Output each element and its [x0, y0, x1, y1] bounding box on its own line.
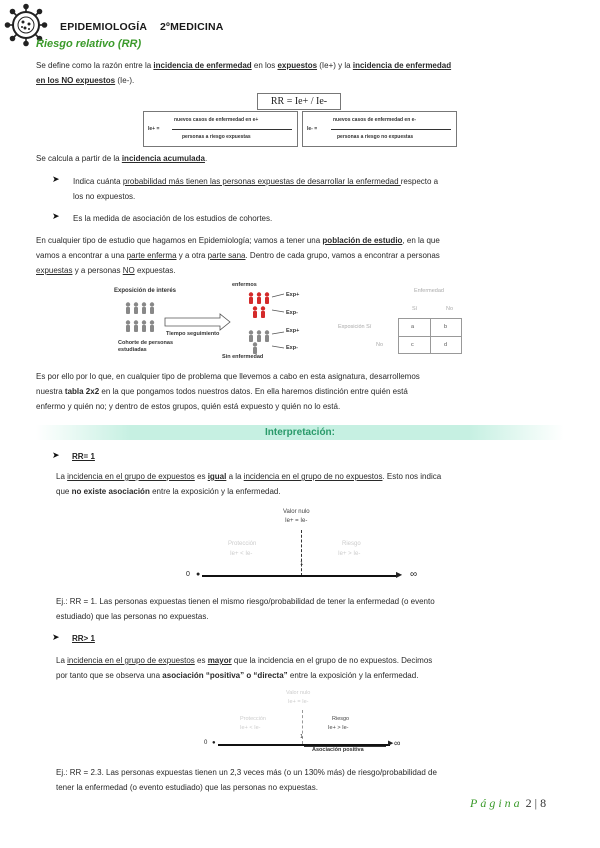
study-population-paragraph: En cualquier tipo de estudio que hagamos en Epidemiología; vamos a tener una población de estudio, en la que vamos a encontrar a una parte enferma y a otra parte sana. Dentro de cada grupo, vamos a encontrar a personas expuestas y a personas NO expuestas. [36, 236, 440, 275]
example-2: Ej.: RR = 2.3. Las personas expuestas tienen un 2,3 veces más (o un 130% más) de riesgo/probabilidad de tener la enfermedad (o evento estudiado) que las personas no expuestas. [56, 768, 437, 792]
bullet-1: Indica cuánta probabilidad más tienen las personas expuestas de desarrollar la enfermedad respecto a los no expuestos. [73, 177, 439, 201]
rr1-paragraph: La incidencia en el grupo de expuestos es igual a la incidencia en el grupo de no expuestos. Esto nos indica que no existe asociación entre la exposición y la enfermedad. [56, 472, 442, 496]
page-title: Riesgo relativo (RR) [36, 38, 142, 50]
header-course: 2ºMEDICINA [160, 21, 224, 33]
calc-paragraph: Se calcula a partir de la incidencia acumulada. [36, 154, 208, 163]
definition-paragraph: Se define como la razón entre la incidencia de enfermedad en los expuestos (Ie+) y la incidencia de enfermedad en los NO expuestos (Ie-). [36, 61, 452, 85]
rr2-heading: RR> 1 [72, 634, 95, 643]
ie-minus-formula: Ie- = nuevos casos de enfermedad en e- personas a riesgo no expuestas [302, 111, 457, 147]
rr-scale-2: Valor nulo Ie+ = Ie- Protección Ie+ < Ie- Riesgo Ie+ > Ie- 1 ● ▶ 0 ∞ Asociación positiva [204, 690, 401, 753]
rr-formula: RR = Ie+ / Ie- [257, 93, 341, 110]
bullet-2: Es la medida de asociación de los estudios de cohortes. [73, 214, 273, 223]
table-2x2: Enfermedad Sí No Exposición Sí No a b c d [332, 282, 482, 362]
interpretation-heading: Interpretación: [36, 425, 564, 440]
cohort-diagram: Exposición de interés enfermos Exp+ Exp- Tiempo seguimiento Cohorte de personas estudiadas Sin enfermedad Exp+ Exp- [114, 282, 300, 360]
ie-plus-formula: Ie+ = nuevos casos de enfermedad en e+ personas a riesgo expuestas [143, 111, 298, 147]
arrow-bullet-icon: ➤ [52, 450, 60, 460]
header-subject: EPIDEMIOLOGÍA [60, 21, 148, 33]
rr1-heading: RR= 1 [72, 452, 95, 461]
rr2-paragraph: La incidencia en el grupo de expuestos es mayor que la incidencia en el grupo de no expuestos. Decimos por tanto que se observa una asociación “positiva” o “directa” entre la exposición y la enfermedad. [56, 656, 433, 680]
rr-scale-1: Valor nulo Ie+ = Ie- Protección Ie+ < Ie- Riesgo Ie+ > Ie- 1 ● ▶ 0 ∞ [186, 509, 418, 580]
arrow-bullet-icon: ➤ [52, 211, 60, 221]
example-1: Ej.: RR = 1. Las personas expuestas tienen el mismo riesgo/probabilidad de tener la enfermedad (o evento estudiado) que las personas no expuestas. [56, 597, 435, 621]
arrow-bullet-icon: ➤ [52, 632, 60, 642]
page-footer: Página 2 | 8 [470, 796, 547, 810]
table-paragraph: Es por ello por lo que, en cualquier tipo de problema que llevemos a cabo en esta asignatura, desarrollemos nuestra tabla 2x2 en la que pongamos todos nuestros datos. En ella haremos distinción entre quién está enfermo y quién no; y dentro de estos grupos, quién está expuesto y quién no lo está. [36, 372, 420, 411]
arrow-bullet-icon: ➤ [52, 174, 60, 184]
